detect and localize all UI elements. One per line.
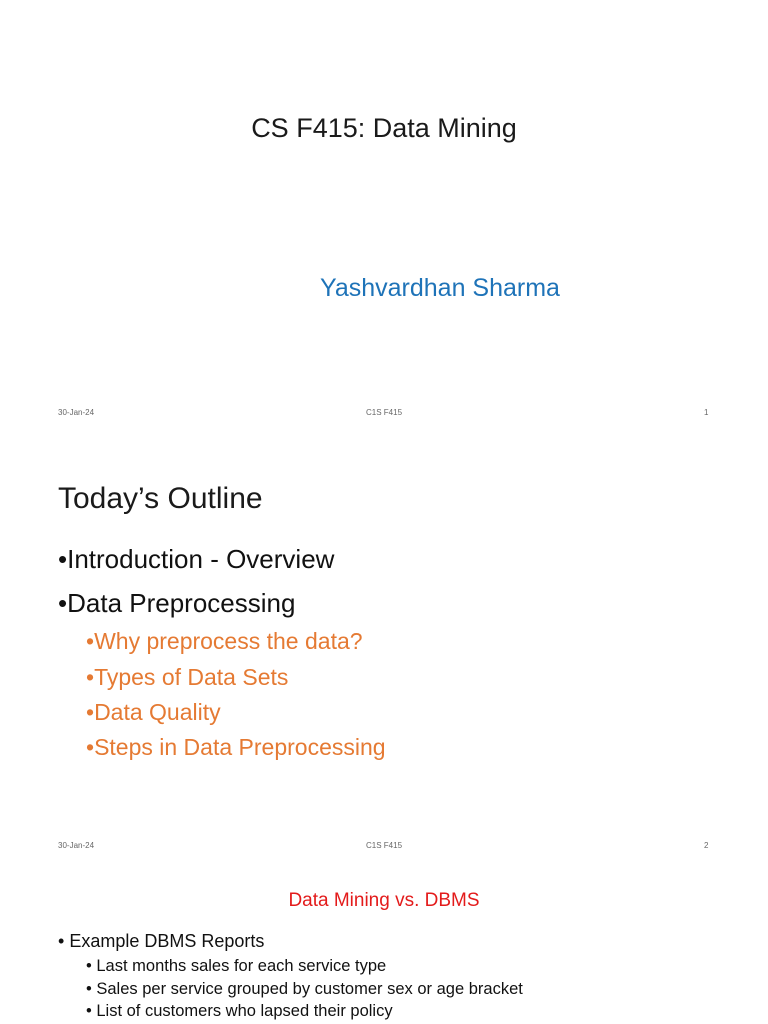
sub-bullet-item: •Steps in Data Preprocessing	[86, 734, 386, 760]
sub-bullet-text: List of customers who lapsed their policy	[96, 1002, 393, 1020]
slide-title: Today’s Outline	[58, 482, 263, 515]
sub-bullet-text: Sales per service grouped by customer sex or age bracket	[96, 980, 523, 998]
sub-bullet-item: • Sales per service grouped by customer sex or age bracket	[86, 980, 523, 998]
footer-date: 30-Jan-24	[58, 408, 95, 417]
sub-bullet-item: • Last months sales for each service type	[86, 957, 387, 975]
slide-2	[0, 430, 768, 860]
slide-title: Data Mining vs. DBMS	[288, 890, 480, 911]
footer-page-number: 2	[704, 841, 709, 850]
slide-1	[0, 0, 768, 430]
sub-bullet-text: Why preprocess the data?	[94, 628, 363, 654]
footer-course: C1S F415	[366, 841, 403, 850]
footer-date: 30-Jan-24	[58, 841, 95, 850]
bullet-item: •Introduction - Overview	[58, 544, 335, 574]
footer-page-number: 1	[704, 408, 709, 417]
bullet-text: Data Preprocessing	[67, 588, 296, 618]
bullet-item: • Example DBMS Reports	[58, 931, 265, 951]
slide-3	[0, 860, 768, 1024]
sub-bullet-text: Last months sales for each service type	[96, 957, 387, 975]
sub-bullet-item: • List of customers who lapsed their policy	[86, 1002, 393, 1020]
sub-bullet-text: Steps in Data Preprocessing	[94, 734, 386, 760]
bullet-text: Introduction - Overview	[67, 544, 335, 574]
sub-bullet-item: •Data Quality	[86, 699, 221, 725]
sub-bullet-item: •Why preprocess the data?	[86, 628, 363, 654]
sub-bullet-item: •Types of Data Sets	[86, 664, 289, 690]
sub-bullet-text: Types of Data Sets	[94, 664, 289, 690]
footer-course: C1S F415	[366, 408, 403, 417]
slide-title: CS F415: Data Mining	[251, 113, 517, 143]
author-name: Yashvardhan Sharma	[320, 274, 560, 302]
bullet-text: Example DBMS Reports	[69, 931, 265, 951]
sub-bullet-text: Data Quality	[94, 699, 221, 725]
bullet-item: •Data Preprocessing	[58, 588, 296, 618]
